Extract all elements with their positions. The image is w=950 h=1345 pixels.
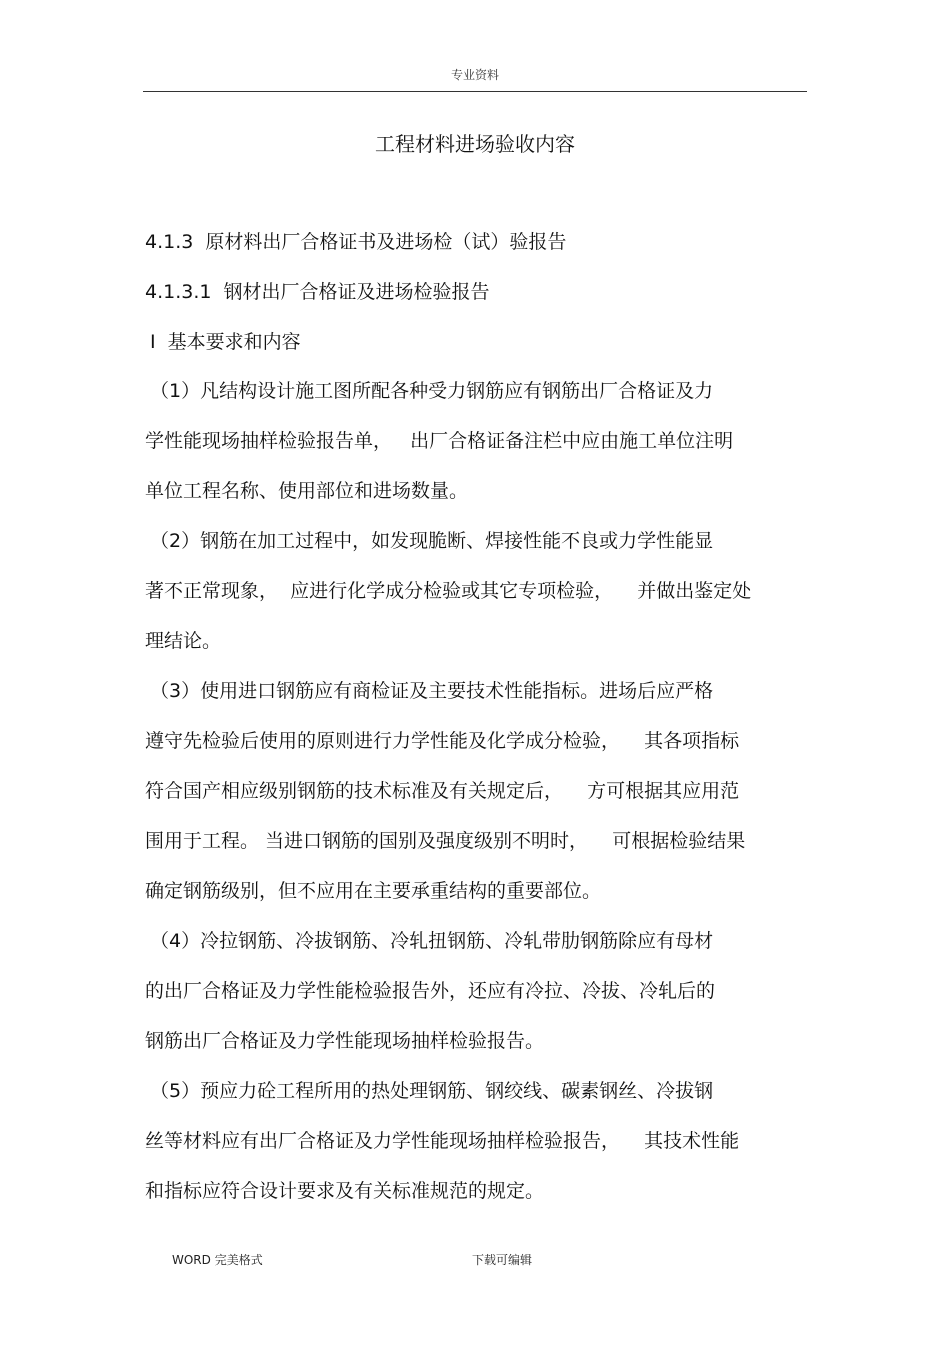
paragraph-line: （1）凡结构设计施工图所配各种受力钢筋应有钢筋出厂合格证及力: [150, 380, 714, 402]
paragraph-line: 丝等材料应有出厂合格证及力学性能现场抽样检验报告， 其技术性能: [145, 1130, 740, 1152]
document-title: 工程材料进场验收内容: [375, 132, 575, 156]
header-divider: [143, 91, 807, 92]
paragraph-line: 和指标应符合设计要求及有关标准规范的规定。: [145, 1180, 545, 1202]
paragraph-line: 的出厂合格证及力学性能检验报告外，还应有冷拉、冷拔、冷轧后的: [145, 980, 716, 1002]
paragraph-line: 遵守先检验后使用的原则进行力学性能及化学成分检验， 其各项指标: [145, 730, 740, 752]
paragraph-line: （5）预应力砼工程所用的热处理钢筋、钢绞线、碳素钢丝、冷拔钢: [150, 1080, 714, 1102]
paragraph-line: 单位工程名称、使用部位和进场数量。: [145, 480, 469, 502]
paragraph-line: 学性能现场抽样检验报告单， 出厂合格证备注栏中应由施工单位注明: [145, 430, 734, 452]
section-heading-4-1-3-1: 4.1.3.1 钢材出厂合格证及进场检验报告: [145, 281, 490, 303]
footer-right-text: 下载可编辑: [472, 1253, 533, 1267]
header-text: 专业资料: [450, 68, 499, 82]
paragraph-line: 理结论。: [145, 630, 222, 652]
paragraph-line: 围用于工程。 当进口钢筋的国别及强度级别不明时， 可根据检验结果: [145, 830, 746, 852]
paragraph-line: 确定钢筋级别，但不应用在主要承重结构的重要部位。: [145, 880, 602, 902]
paragraph-line: （4）冷拉钢筋、冷拔钢筋、冷轧扭钢筋、冷轧带肋钢筋除应有母材: [150, 930, 714, 952]
paragraph-line: （2）钢筋在加工过程中，如发现脆断、焊接性能不良或力学性能显: [150, 530, 714, 552]
paragraph-line: 钢筋出厂合格证及力学性能现场抽样检验报告。: [145, 1030, 545, 1052]
footer-left-text: WORD 完美格式: [172, 1253, 263, 1267]
section-heading-4-1-3: 4.1.3 原材料出厂合格证书及进场检（试）验报告: [145, 231, 567, 253]
subsection-heading-basic-requirements: Ⅰ 基本要求和内容: [150, 331, 301, 353]
paragraph-line: （3）使用进口钢筋应有商检证及主要技术性能指标。进场后应严格: [150, 680, 714, 702]
paragraph-line: 符合国产相应级别钢筋的技术标准及有关规定后， 方可根据其应用范: [145, 780, 740, 802]
paragraph-line: 著不正常现象， 应进行化学成分检验或其它专项检验， 并做出鉴定处: [145, 580, 752, 602]
